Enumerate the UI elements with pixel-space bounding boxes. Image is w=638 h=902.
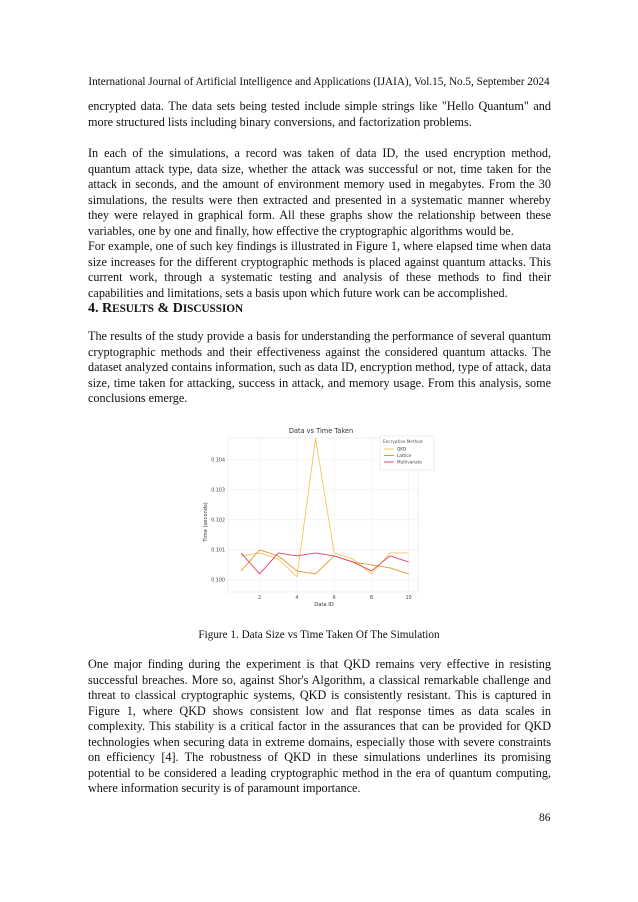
paragraph-intro-continuation: encrypted data. The data sets being tested include simple strings like "Hello Quantum" and more structured lists including binary conversions, and factorization problems. (88, 99, 551, 129)
journal-header: International Journal of Artificial Intelligence and Applications (IJAIA), Vol.15, No.5, September 2024 (88, 76, 550, 88)
y-tick-label: 0.101 (211, 548, 225, 554)
section-number: 4. (88, 301, 99, 316)
x-tick-label: 4 (295, 596, 299, 601)
paragraph-simulation-records: In each of the simulations, a record was taken of data ID, the used encryption method, quantum attack type, data size, whether the attack was successful or not, time taken for the attack in seconds, and the amount of environment memory used in megabytes. From the 30 simulations, the results were then extracted and presented in a systematic manner whereby they were relayed in graphical form. All these graphs show the relationship between these variables, one by one and finally, how effective the cryptographic algorithms would be. (88, 146, 551, 238)
chart-y-axis-label: Time (seconds) (203, 502, 209, 542)
x-tick-label: 6 (332, 596, 336, 601)
chart-legend (380, 436, 434, 470)
x-tick-label: 2 (258, 596, 262, 601)
y-tick-label: 0.102 (211, 518, 225, 524)
paragraph-key-findings: For example, one of such key findings is illustrated in Figure 1, where elapsed time when data size increases for the different cryptographic methods is placed against quantum attacks. This current work, through a systematic testing and analysis of these methods to find their capabilities and limitations, sets a basis upon which future work can be accomplished. (88, 239, 551, 300)
page-number: 86 (539, 812, 551, 824)
series-line-lattice (241, 550, 409, 574)
y-tick-label: 0.104 (211, 458, 225, 464)
x-tick-label: 10 (405, 596, 412, 601)
chart-x-axis-label: Data ID (314, 602, 334, 608)
figure-caption: Figure 1. Data Size vs Time Taken Of The Simulation (198, 629, 440, 641)
paragraph-results-overview: The results of the study provide a basis for understanding the performance of several quantum cryptographic methods and their effectiveness against the considered quantum attacks. The dataset analyzed contains information, such as data ID, encryption method, type of attack, data size, time taken for attacking, success in attack, and memory usage. From this analysis, some conclusions emerge. (88, 329, 551, 405)
legend-title: Encryption Method (383, 439, 423, 444)
data-vs-time-chart (196, 420, 446, 610)
x-tick-label: 8 (369, 596, 373, 601)
legend-label-lattice: Lattice (397, 453, 412, 458)
chart-title: Data vs Time Taken (288, 427, 354, 435)
y-tick-label: 0.100 (211, 578, 225, 584)
legend-label-multivariate: Multivariate (397, 459, 422, 465)
y-tick-label: 0.103 (211, 488, 225, 494)
paragraph-qkd-finding: One major finding during the experiment is that QKD remains very effective in resisting successful breaches. More so, against Shor's Algorithm, a classical remarkable challenge and threat to classical cryptographic systems, QKD is consistently resistant. This is captured in Figure 1, where QKD shows consistent low and flat response times as data scales in complexity. This stability is a critical factor in the assurances that can be provided for QKD technologies when securing data in extreme domains, especially those with severe constraints on efficiency [4]. The robustness of QKD in these simulations underlines its promising potential to be considered a leading cryptographic method in the era of quantum computing, where information security is of paramount importance. (88, 657, 551, 795)
chart-ticks (211, 457, 411, 601)
series-line-multivariate (241, 553, 409, 574)
section-heading-results-discussion: 4. RESULTS & DISCUSSION (88, 301, 244, 316)
legend-label-qkd: QKD (397, 446, 407, 452)
